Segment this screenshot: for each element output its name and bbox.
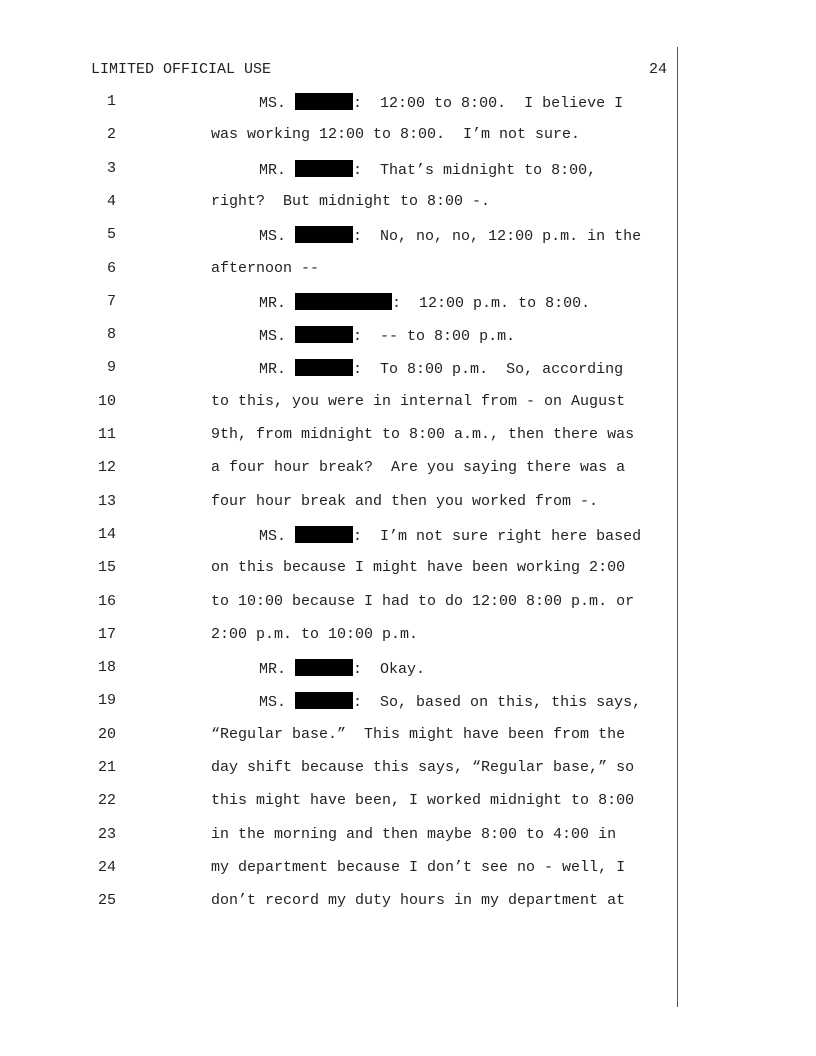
speech-text: Okay. [380,661,426,679]
line-number: 18 [97,659,116,677]
speaker-line: MS. : I’m not sure right here based [259,527,642,545]
speaker-line: MR. : 12:00 p.m. to 8:00. [259,294,591,312]
line-number: 24 [97,858,116,876]
speaker-title: MS. [259,228,287,246]
speech-text: No, no, no, 12:00 p.m. in the [380,228,642,246]
speaker-title: MS. [259,328,287,346]
redacted-name [295,293,392,310]
line-number: 13 [97,492,116,510]
line-number: 1 [106,93,116,110]
speaker-line: MS. : No, no, no, 12:00 p.m. in the [259,228,642,246]
continuation-text: afternoon -- [211,259,320,277]
speaker-title: MR. [259,294,287,312]
speaker-title: MS. [259,95,287,112]
line-number: 7 [106,292,116,310]
continuation-text: to 10:00 because I had to do 12:00 8:00 p.m. or [211,592,635,610]
line-number: 11 [97,426,116,443]
line-number: 9 [106,359,116,377]
redacted-name [295,692,353,709]
line-number: 12 [97,459,116,477]
speaker-title: MR. [259,361,287,379]
speaker-title: MR. [259,661,287,679]
line-number: 17 [97,625,116,643]
line-number: 10 [97,392,116,410]
speech-text: 12:00 to 8:00. I believe I [380,95,624,112]
redacted-name [295,160,353,177]
continuation-text: to this, you were in internal from - on August [211,392,626,410]
speaker-line: MS. : So, based on this, this says, [259,694,642,712]
redacted-name [295,526,353,543]
speaker-line: MR. : To 8:00 p.m. So, according [259,361,624,379]
line-number: 5 [106,226,116,244]
speech-text: 12:00 p.m. to 8:00. [419,294,591,312]
line-number: 14 [97,525,116,543]
redacted-name [295,659,353,676]
continuation-text: don’t record my duty hours in my department at [211,892,626,910]
line-number: 15 [97,559,116,577]
redacted-name [295,359,353,376]
continuation-text: 9th, from midnight to 8:00 a.m., then there was [211,426,635,443]
continuation-text: 2:00 p.m. to 10:00 p.m. [211,625,419,643]
speech-text: -- to 8:00 p.m. [380,328,516,346]
line-number: 8 [106,326,116,344]
line-number: 25 [97,892,116,910]
speaker-title: MS. [259,527,287,545]
continuation-text: four hour break and then you worked from -. [211,492,599,510]
line-number: 21 [97,759,116,776]
redacted-name [295,326,353,343]
speaker-line: MR. : Okay. [259,661,426,679]
speech-text: That’s midnight to 8:00, [380,161,597,179]
continuation-text: on this because I might have been working 2:00 [211,559,626,577]
speaker-title: MS. [259,694,287,712]
speaker-title: MR. [259,161,287,179]
line-number: 23 [97,825,116,843]
continuation-text: my department because I don’t see no - well, I [211,858,626,876]
line-number: 20 [97,725,116,743]
redacted-name [295,226,353,243]
header-marking: LIMITED OFFICIAL USE [91,61,272,78]
continuation-text: a four hour break? Are you saying there was a [211,459,626,477]
speaker-line: MS. : -- to 8:00 p.m. [259,328,516,346]
speech-text: So, based on this, this says, [380,694,642,712]
speech-text: To 8:00 p.m. So, according [380,361,624,379]
line-number: 4 [106,192,116,210]
line-number: 19 [97,692,116,710]
speaker-line: MS. : 12:00 to 8:00. I believe I [259,95,624,112]
line-number: 6 [106,259,116,277]
redacted-name [295,93,353,110]
line-number: 22 [97,792,116,810]
continuation-text: in the morning and then maybe 8:00 to 4:00 in [211,825,617,843]
continuation-text: right? But midnight to 8:00 -. [211,192,491,210]
line-number: 2 [106,126,116,144]
continuation-text: this might have been, I worked midnight to 8:00 [211,792,635,810]
speech-text: I’m not sure right here based [380,527,642,545]
speaker-line: MR. : That’s midnight to 8:00, [259,161,597,179]
continuation-text: “Regular base.” This might have been from the [211,725,626,743]
line-number: 3 [106,159,116,177]
continuation-text: day shift because this says, “Regular base,” so [211,759,635,776]
line-number: 16 [97,592,116,610]
right-margin-rule [677,47,678,1007]
page-number: 24 [649,61,668,78]
continuation-text: was working 12:00 to 8:00. I’m not sure. [211,126,581,144]
